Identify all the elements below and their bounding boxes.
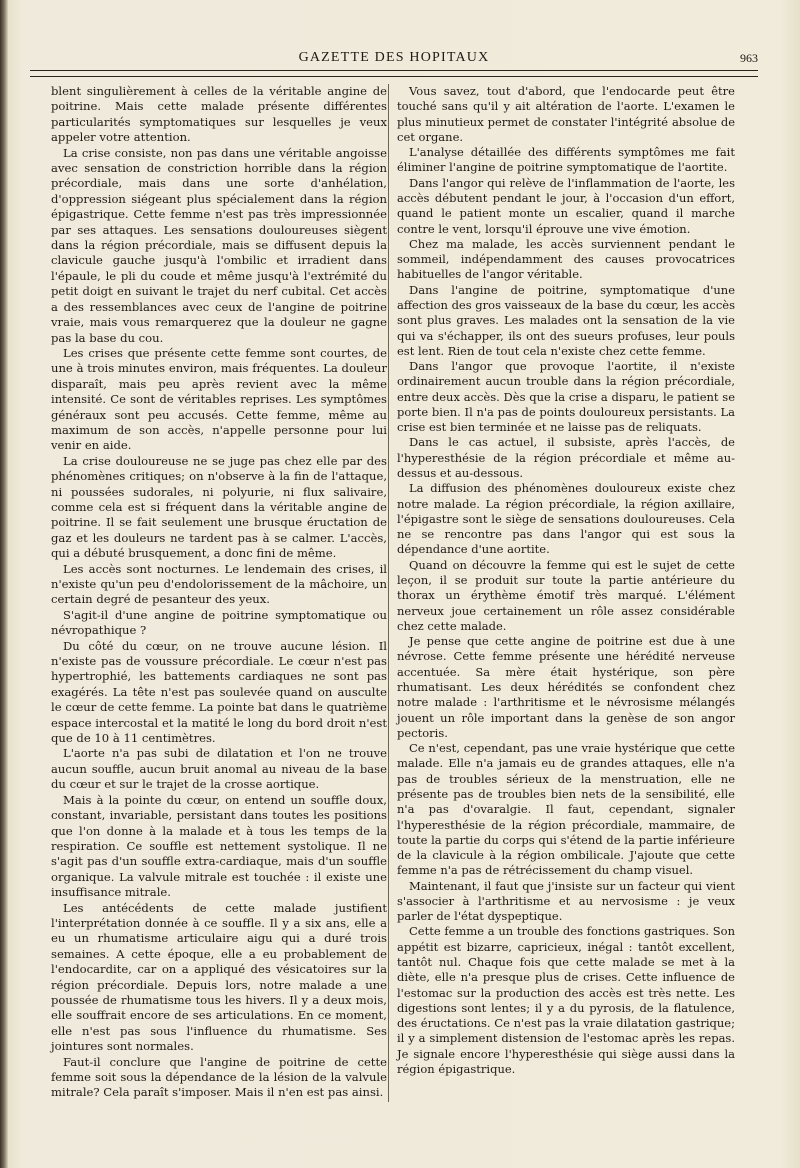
left-column [51,84,387,1101]
header-rule-thick [30,70,758,71]
paragraph: S'agit-il d'une angine de poitrine symptomatique ou névropathique ? [51,607,387,638]
column-divider [388,84,389,1102]
paragraph: Les crises que présente cette femme sont courtes, de une à trois minutes environ, mais fréquentes. La douleur disparaît, mais peu après revient avec la même intensité. Ce sont de véritables reprises. Les symptômes généraux sont peu accusés. Cette femme, même au maximum de son accès, n'appelle personne pour lui venir en aide. [51,345,387,453]
paragraph: L'aorte n'a pas subi de dilatation et l'on ne trouve aucun souffle, aucun bruit anomal au niveau de la base du cœur et sur le trajet de la crosse aortique. [51,746,387,792]
running-header [30,50,758,70]
paragraph: Ce n'est, cependant, pas une vraie hystérique que cette malade. Elle n'a jamais eu de grandes attaques, elle n'a pas de troubles sérieux de la menstruation, elle ne présente pas de troubles bien nets de la sensibilité, elle n'a pas d'ovaralgie. Il faut, cependant, signaler l'hyperesthésie de la région précordiale, mammaire, de toute la partie du corps qui s'étend de la partie inférieure de la clavicule à la région ombilicale. J'ajoute que cette femme n'a pas de rétrécissement du champ visuel. [397,741,735,878]
paragraph: La diffusion des phénomènes douloureux existe chez notre malade. La région précordiale, la région axillaire, l'épigastre sont le siège de sensations douloureuses. Cela ne se rencontre pas dans l'angor qui est sous la dépendance d'une aortite. [397,481,735,557]
paragraph: Dans le cas actuel, il subsiste, après l'accès, de l'hyperesthésie de la région précordiale et même au-dessus et au-dessous. [397,435,735,481]
binding-edge [0,0,8,1168]
paragraph: L'analyse détaillée des différents symptômes me fait éliminer l'angine de poitrine symptomatique de l'aortite. [397,145,735,175]
paragraph: Mais à la pointe du cœur, on entend un souffle doux, constant, invariable, persistant dans toutes les positions que l'on donne à la malade et à tous les temps de la respiration. Ce souffle est nettement systolique. Il ne s'agit pas d'un souffle extra-cardiaque, mais d'un souffle organique. La valvule mitrale est touchée : il existe une insuffisance mitrale. [51,792,387,900]
paragraph: Dans l'angine de poitrine, symptomatique d'une affection des gros vaisseaux de la base du cœur, les accès sont plus graves. Les malades ont la sensation de la vie qui va s'échapper, ils ont des sueurs profuses, leur pouls est lent. Rien de tout cela n'existe chez cette femme. [397,282,735,358]
paragraph: Dans l'angor qui relève de l'inflammation de l'aorte, les accès débutent pendant le jour, à l'occasion d'un effort, quand le patient monte un escalier, quand il marche contre le vent, lorsqu'il éprouve une vive émotion. [397,175,735,236]
paragraph: blent singulièrement à celles de la véritable angine de poitrine. Mais cette malade présente différentes particularités symptomatiques sur lesquelles je veux appeler votre attention. [51,84,387,145]
journal-title: GAZETTE DES HOPITAUX [298,50,490,65]
paragraph: Faut-il conclure que l'angine de poitrine de cette femme soit sous la dépendance de la lésion de la valvule mitrale? Cela paraît s'imposer. Mais il n'en est pas ainsi. [51,1054,387,1100]
paragraph: Chez ma malade, les accès surviennent pendant le sommeil, indépendamment des causes provocatrices habituelles de l'angor véritable. [397,236,735,282]
right-column [397,84,735,1077]
paragraph: Du côté du cœur, on ne trouve aucune lésion. Il n'existe pas de voussure précordiale. Le cœur n'est pas hypertrophié, les battements cardiaques ne sont pas exagérés. La tête n'est pas soulevée quand on ausculte le cœur de cette femme. La pointe bat dans le quatrième espace intercostal et la matité le long du bord droit n'est que de 10 à 11 centimètres. [51,638,387,746]
paragraph: Maintenant, il faut que j'insiste sur un facteur qui vient s'associer à l'arthritisme et au nervosisme : je veux parler de l'état dyspeptique. [397,878,735,924]
paragraph: Les antécédents de cette malade justifient l'interprétation donnée à ce souffle. Il y a six ans, elle a eu un rhumatisme articulaire aigu qui a duré trois semaines. A cette époque, elle a eu probablement de l'endocardite, car on a appliqué des vésicatoires sur la région précordiale. Depuis lors, notre malade a une poussée de rhumatisme tous les hivers. Il y a deux mois, elle souffrait encore de ses articulations. En ce moment, elle n'est pas sous l'influence du rhumatisme. Ses jointures sont normales. [51,900,387,1054]
header-rule-thin [30,76,758,77]
page-number: 963 [740,51,758,65]
paragraph: Quand on découvre la femme qui est le sujet de cette leçon, il se produit sur toute la partie antérieure du thorax un érythème émotif très marqué. L'élément nerveux joue certainement un rôle assez considérable chez cette malade. [397,557,735,633]
paragraph: Les accès sont nocturnes. Le lendemain des crises, il n'existe qu'un peu d'endolorissement de la mâchoire, un certain degré de pesanteur des yeux. [51,561,387,607]
paragraph: Dans l'angor que provoque l'aortite, il n'existe ordinairement aucun trouble dans la région précordiale, entre deux accès. Dès que la crise a disparu, le patient se porte bien. Il n'a pas de points douloureux persistants. La crise est bien terminée et ne laisse pas de reliquats. [397,359,735,435]
paragraph: Je pense que cette angine de poitrine est due à une névrose. Cette femme présente une hérédité nerveuse accentuée. Sa mère était hystérique, son père rhumatisant. Les deux hérédités se confondent chez notre malade : l'arthritisme et le névrosisme mélangés jouent un rôle important dans la genèse de son angor pectoris. [397,634,735,740]
paragraph: La crise consiste, non pas dans une véritable angoisse avec sensation de constriction horrible dans la région précordiale, mais dans une sorte d'anhélation, d'oppression siégeant plus spécialement dans la région épigastrique. Cette femme n'est pas très impressionnée par ses attaques. Les sensations douloureuses siègent dans la région précordiale, mais se diffusent depuis la clavicule gauche jusqu'à l'ombilic et irradient dans l'épaule, le pli du coude et même jusqu'à l'extrémité du petit doigt en suivant le trajet du nerf cubital. Cet accès a des ressemblances avec ceux de l'angine de poitrine vraie, mais vous remarquerez que la douleur ne gagne pas la base du cou. [51,145,387,345]
paragraph: Vous savez, tout d'abord, que l'endocarde peut être touché sans qu'il y ait altération de l'aorte. L'examen le plus minutieux permet de constater l'intégrité absolue de cet organe. [397,84,735,144]
paragraph: Cette femme a un trouble des fonctions gastriques. Son appétit est bizarre, capricieux, inégal : tantôt excellent, tantôt nul. Chaque fois que cette malade se met à la diète, elle n'a presque plus de crises. Cette influence de l'estomac sur la production des accès est très nette. Les digestions sont lentes; il y a du pyrosis, de la flatulence, des éructations. Ce n'est pas la vraie dilatation gastrique; il y a simplement distension de l'estomac après les repas. Je signale encore l'hyperesthésie qui siège aussi dans la région épigastrique. [397,924,735,1076]
paragraph: La crise douloureuse ne se juge pas chez elle par des phénomènes critiques; on n'observe à la fin de l'attaque, ni poussées sudorales, ni polyurie, ni flux salivaire, comme cela est si fréquent dans la véritable angine de poitrine. Il se fait seulement une brusque éructation de gaz et les douleurs ne tardent pas à se calmer. L'accès, qui a débuté brusquement, a donc fini de même. [51,453,387,561]
